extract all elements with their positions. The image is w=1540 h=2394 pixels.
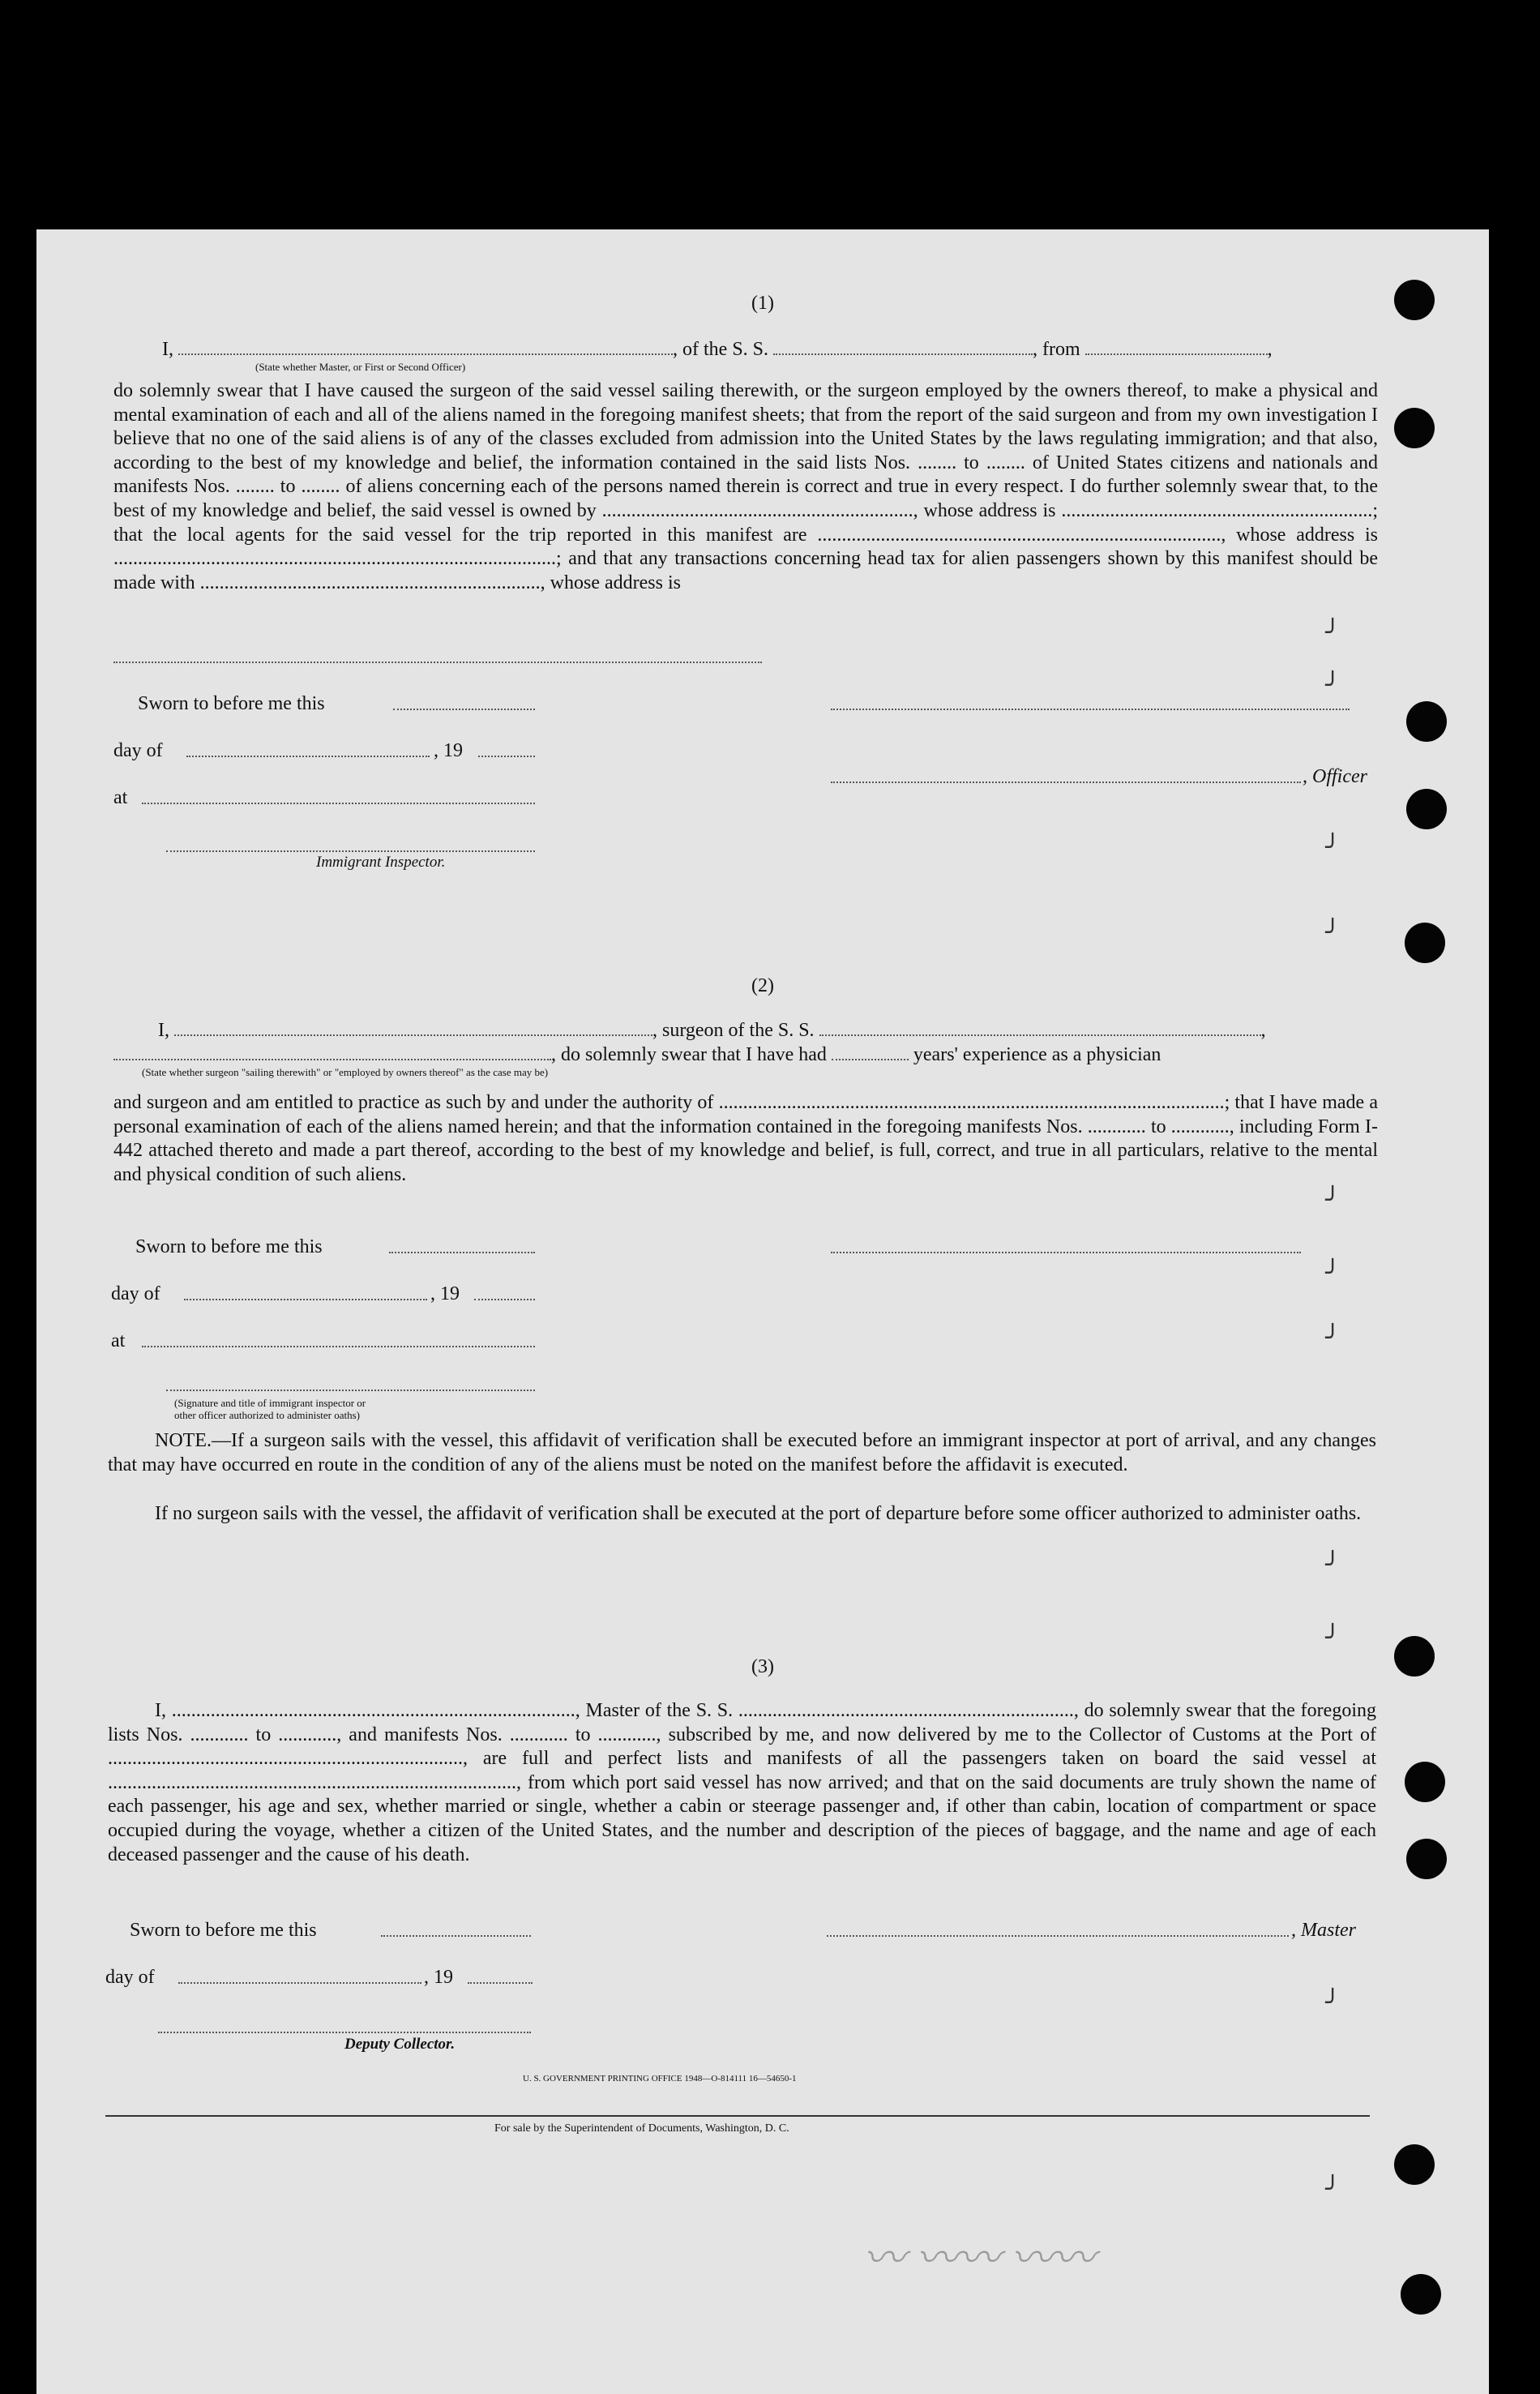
punch-hole — [1406, 1839, 1447, 1879]
form-page — [36, 229, 1489, 2394]
check-mark: ╯ — [1325, 1325, 1341, 1351]
sworn-date-field[interactable] — [393, 708, 535, 710]
surgeon-status-field[interactable] — [113, 1044, 551, 1060]
officer-name-field[interactable] — [178, 339, 673, 355]
bottom-rule — [105, 2115, 1370, 2117]
year-field[interactable] — [478, 755, 535, 757]
section-2-line-1 — [158, 1018, 1266, 1043]
punch-hole — [1401, 2274, 1441, 2315]
section-1-at: at — [113, 787, 128, 808]
section-2-sig-label-2: other officer authorized to administer oaths) — [174, 1409, 360, 1421]
section-2-at-place-field[interactable] — [142, 1345, 535, 1347]
section-2-19: , 19 — [430, 1283, 460, 1304]
punch-hole — [1406, 789, 1447, 829]
section-1-officer: , Officer — [1303, 766, 1367, 787]
check-mark: ╯ — [1325, 2176, 1341, 2203]
section-1-under-label: (State whether Master, or First or Second Officer) — [255, 361, 466, 373]
section-2-at: at — [111, 1330, 126, 1351]
check-mark: ╯ — [1325, 1187, 1341, 1214]
officer-title-field[interactable] — [831, 781, 1301, 783]
section-3-sworn-date-field[interactable] — [381, 1934, 531, 1937]
section-1-19: , 19 — [434, 740, 463, 761]
day-of-field[interactable] — [186, 755, 430, 757]
years-experience-field[interactable] — [832, 1044, 909, 1060]
section-3-master: , Master — [1291, 1920, 1356, 1941]
check-mark: ╯ — [1325, 672, 1341, 699]
punch-hole — [1405, 1762, 1445, 1802]
section-1-oath-line — [162, 337, 1273, 362]
section-2-sig-label-1: (Signature and title of immigrant inspector or — [174, 1397, 366, 1409]
address-field[interactable] — [113, 661, 762, 663]
section-1-day-of: day of — [113, 740, 163, 761]
section-2-number: (2) — [751, 975, 774, 996]
section-2-inspector-signature-field[interactable] — [166, 1389, 535, 1391]
vessel-name-field[interactable] — [773, 339, 1033, 355]
check-mark: ╯ — [1325, 1552, 1341, 1578]
section-2-sworn-date-field[interactable] — [389, 1251, 535, 1253]
section-2-day-of-field[interactable] — [184, 1298, 427, 1300]
section-3-day-of-field[interactable] — [178, 1981, 421, 1984]
section-2-line-2 — [113, 1043, 1161, 1067]
section-1-of-ss: , of the S. S. — [673, 339, 769, 360]
deputy-collector-label: Deputy Collector. — [344, 2036, 456, 2053]
surgeon-name-field[interactable] — [174, 1020, 652, 1036]
check-mark: ╯ — [1325, 1625, 1341, 1651]
section-2-years-experience: years' experience as a physician — [913, 1044, 1161, 1065]
section-3-19: , 19 — [424, 1967, 453, 1988]
punch-hole — [1405, 923, 1445, 963]
section-1-body: do solemnly swear that I have caused the surgeon of the said vessel sailing therewith, or the surgeon employed by the owners thereof, to make a physical and mental examination of each and all of the aliens named in the foregoing manifest sheets; that from the report of the said surgeon and from my own investigation I believe that no one of the said aliens is of any of the classes excluded from admission into the United States by the laws regulating immigration; and that also, according to the best of my knowledge and belief, the information contained in the said lists Nos. ........ to ........ of United States citizens and nationals and manifests Nos. ........ to ........ of aliens concerning each of the persons named therein is correct and true in every respect. I do further solemnly swear that, to the best of my knowledge and belief, the said vessel is owned by ................................................................, whose address is ................................................................; that the local agents for the said vessel for the trip reported in this manifest are ..................................................................................., whose address is ...........................................................................................; and that any transactions concerning head tax for alien passengers shown by this manifest should be made with ......................................................................, whose address is — [113, 380, 1378, 593]
at-place-field[interactable] — [142, 802, 535, 804]
section-2-vessel-field[interactable] — [819, 1020, 1261, 1036]
section-1-from: , from — [1033, 339, 1080, 360]
section-2-year-field[interactable] — [474, 1298, 535, 1300]
section-2-note-1: NOTE.—If a surgeon sails with the vessel, this affidavit of verification shall be executed before an immigrant inspector at port of arrival, and any changes that may have occurred en route in the condition of any of the aliens must be noted on the manifest before the affidavit is executed. — [108, 1430, 1376, 1475]
section-2-body: and surgeon and am entitled to practice as such by and under the authority of ........................................................................................................; that I have made a personal examination of each of the aliens named herein; and that the information contained in the foregoing manifests Nos. ............ to ............, including Form I-442 attached thereto and made a part thereof, according to the best of my knowledge and belief, is full, correct, and true in all particulars, relative to the mental and physical condition of such aliens. — [113, 1092, 1378, 1185]
check-mark: ╯ — [1325, 834, 1341, 861]
check-mark: ╯ — [1325, 919, 1341, 946]
faint-handwriting: 〰 〰〰 〰〰 — [863, 2236, 1096, 2282]
punch-hole — [1394, 408, 1435, 448]
inspector-signature-field[interactable] — [166, 850, 535, 852]
section-2-surgeon-signature-field[interactable] — [831, 1251, 1301, 1253]
section-2-note-2: If no surgeon sails with the vessel, the affidavit of verification shall be executed at the port of departure before some officer authorized to administer oaths. — [155, 1503, 1362, 1524]
comma: , — [1267, 339, 1273, 360]
section-2-do-solemnly: , do solemnly swear that I have had — [551, 1044, 827, 1065]
sale-notice: For sale by the Superintendent of Documents, Washington, D. C. — [494, 2122, 789, 2135]
section-2-day-of: day of — [111, 1283, 160, 1304]
section-3-year-field[interactable] — [468, 1981, 533, 1984]
check-mark: ╯ — [1325, 619, 1341, 646]
section-2-sworn: Sworn to before me this — [135, 1236, 323, 1257]
section-1-i: I, — [162, 339, 173, 360]
section-1-number: (1) — [751, 293, 774, 314]
gpo-imprint: U. S. GOVERNMENT PRINTING OFFICE 1948—O-814111 16—54650-1 — [523, 2074, 797, 2084]
officer-signature-field[interactable] — [831, 708, 1350, 710]
section-3-body: I, ..................................................................................., Master of the S. S. ....................................................................., do solemnly swear that the foregoing lists Nos. ............ to ............, and manifests Nos. ............ to ............, subscribed by me, and now delivered by me to the Collector of Customs at the Port of ........................................................................., are full and perfect lists and manifests of all the passengers taken on board the said vessel at ...................................................................................., from which port said vessel has now arrived; and that on the said documents are truly shown the name of each passenger, his age and sex, whether married or single, whether a cabin or steerage passenger and, if other than cabin, location of compartment or space occupied during the voyage, whether a citizen of the United States, and the number and description of the pieces of baggage, and the name and age of each deceased passenger and the cause of his death. — [108, 1700, 1376, 1865]
punch-hole — [1394, 2144, 1435, 2185]
deputy-collector-signature-field[interactable] — [158, 2031, 531, 2033]
section-1-sworn: Sworn to before me this — [138, 693, 325, 714]
check-mark: ╯ — [1325, 1260, 1341, 1287]
section-2-i: I, — [158, 1020, 169, 1041]
section-2-under-label: (State whether surgeon "sailing therewith" or "employed by owners thereof" as the case may be) — [142, 1066, 549, 1078]
immigrant-inspector-label: Immigrant Inspector. — [316, 854, 446, 871]
comma: , — [1260, 1020, 1266, 1041]
check-mark: ╯ — [1325, 1989, 1341, 2016]
section-3-day-of: day of — [105, 1967, 155, 1988]
punch-hole — [1406, 701, 1447, 742]
section-3-number: (3) — [751, 1656, 774, 1677]
master-signature-field[interactable] — [827, 1934, 1289, 1937]
section-3-sworn: Sworn to before me this — [130, 1920, 317, 1941]
from-port-field[interactable] — [1085, 339, 1268, 355]
section-2-surgeon-of-ss: , surgeon of the S. S. — [652, 1020, 815, 1041]
